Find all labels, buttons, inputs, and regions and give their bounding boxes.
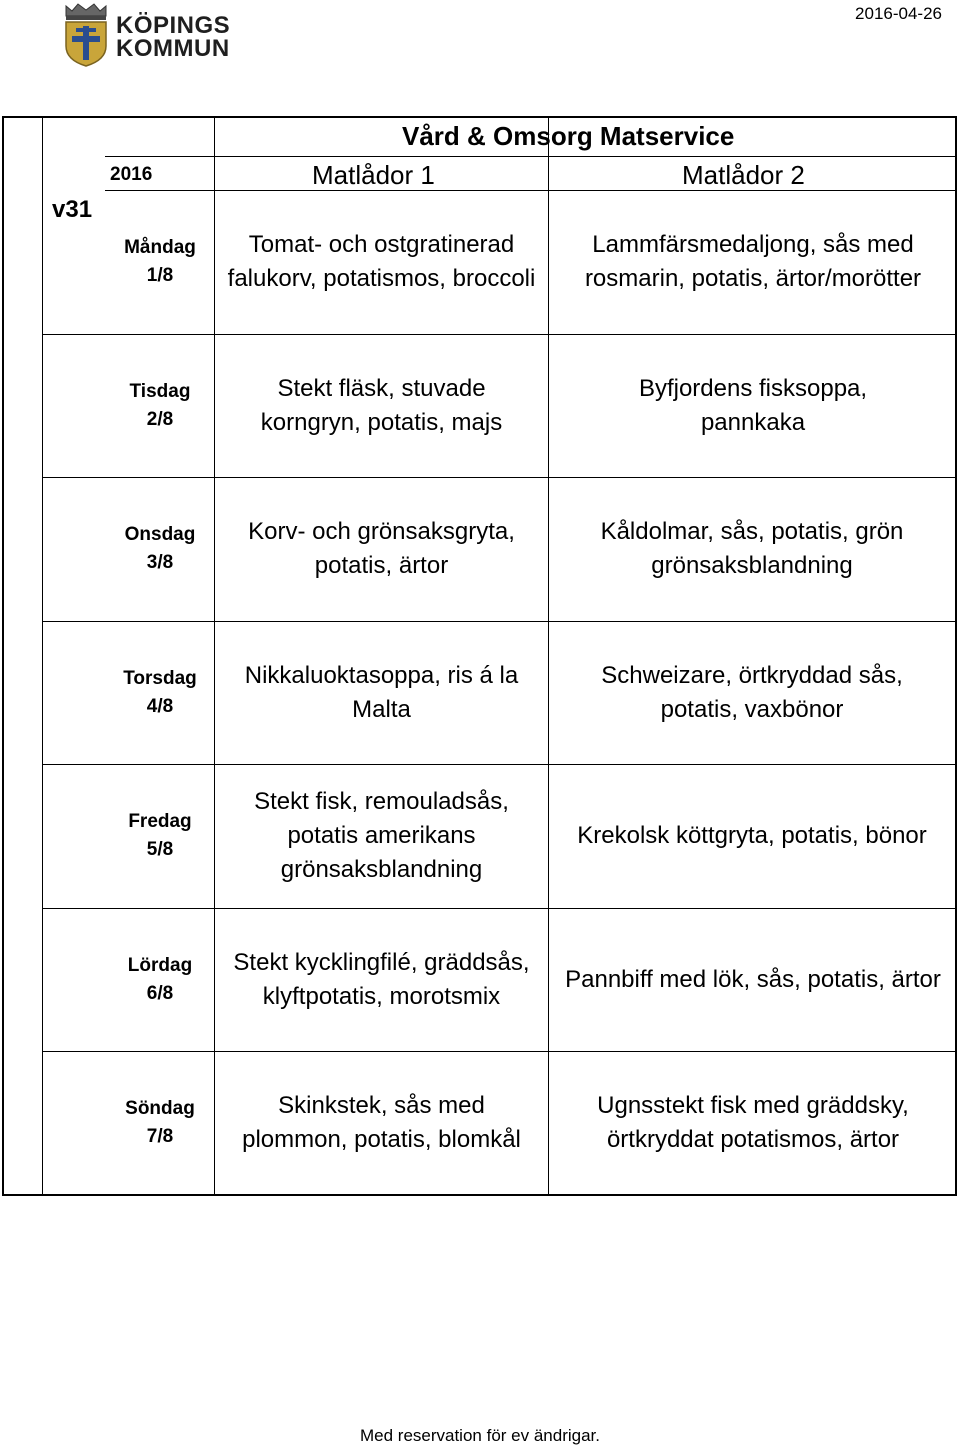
table-title: Vård & Omsorg Matservice — [402, 121, 735, 151]
meal-1-cell: Stekt kycklingfilé, gräddsås, klyftpotatis, morotsmix — [233, 948, 530, 1010]
logo-line-1: KÖPINGS — [116, 12, 231, 39]
meal-2-cell: Kåldolmar, sås, potatis, grön grönsaksblandning — [600, 518, 904, 579]
meal-1-cell: Stekt fisk, remouladsås, potatis amerikans grönsaksblandning — [254, 788, 509, 883]
meal-2-cell: Krekolsk köttgryta, potatis, bönor — [577, 822, 927, 849]
day-name: Söndag — [125, 1098, 195, 1119]
meal-1-cell: Korv- och grönsaksgryta, potatis, ärtor — [248, 518, 515, 579]
day-date: 7/8 — [146, 1126, 174, 1147]
day-date: 5/8 — [146, 839, 174, 860]
day-name: Onsdag — [124, 524, 196, 545]
day-name: Torsdag — [123, 667, 197, 689]
day-cell-friday — [105, 764, 215, 908]
meal-1-cell: Tomat- och ostgratinerad falukorv, potatismos, broccoli — [227, 231, 536, 292]
meal-2-cell: Ugnsstekt fisk med gräddsky, örtkryddat potatismos, ärtor — [597, 1092, 909, 1153]
day-cell-thursday — [105, 621, 215, 764]
divider — [42, 116, 43, 1196]
day-cell-wednesday — [105, 477, 215, 621]
meal-1-cell: Nikkaluoktasoppa, ris á la Malta — [244, 661, 519, 723]
day-cell-saturday — [105, 908, 215, 1051]
logo-line-2: KOMMUN — [116, 35, 230, 62]
meal-2-cell: Lammfärsmedaljong, sås med rosmarin, potatis, ärtor/morötter — [584, 231, 922, 292]
day-date: 4/8 — [146, 695, 174, 717]
day-date: 3/8 — [146, 552, 174, 573]
footer-note: Med reservation för ev ändrigar. — [359, 1426, 600, 1445]
meal-1-cell: Stekt fläsk, stuvade korngryn, potatis, majs — [260, 374, 503, 436]
divider — [105, 156, 957, 157]
meal-2-cell: Schweizare, örtkryddad sås, potatis, vaxbönor — [601, 661, 903, 723]
kommun-logo — [62, 2, 262, 68]
day-date: 6/8 — [146, 982, 174, 1004]
document-date: 2016-04-26 — [855, 4, 942, 23]
meal-2-cell: Pannbiff med lök, sås, potatis, ärtor — [565, 965, 941, 993]
week-number: v31 — [52, 196, 93, 223]
day-name: Måndag — [124, 237, 196, 258]
day-date: 1/8 — [146, 265, 174, 286]
day-name: Tisdag — [129, 380, 191, 402]
year-label: 2016 — [110, 164, 153, 185]
coat-of-arms-icon — [62, 2, 110, 68]
day-name: Lördag — [127, 954, 193, 976]
divider — [105, 190, 957, 191]
column-header-matlador-1: Matlådor 1 — [312, 160, 435, 190]
meal-2-cell: Byfjordens fisksoppa, pannkaka — [638, 374, 868, 436]
day-cell-sunday — [105, 1051, 215, 1195]
meal-1-cell: Skinkstek, sås med plommon, potatis, blomkål — [242, 1092, 521, 1153]
day-name: Fredag — [128, 811, 192, 832]
day-cell-tuesday — [105, 334, 215, 477]
day-date: 2/8 — [146, 408, 174, 430]
column-header-matlador-2: Matlådor 2 — [682, 160, 805, 190]
day-cell-monday — [105, 190, 215, 334]
